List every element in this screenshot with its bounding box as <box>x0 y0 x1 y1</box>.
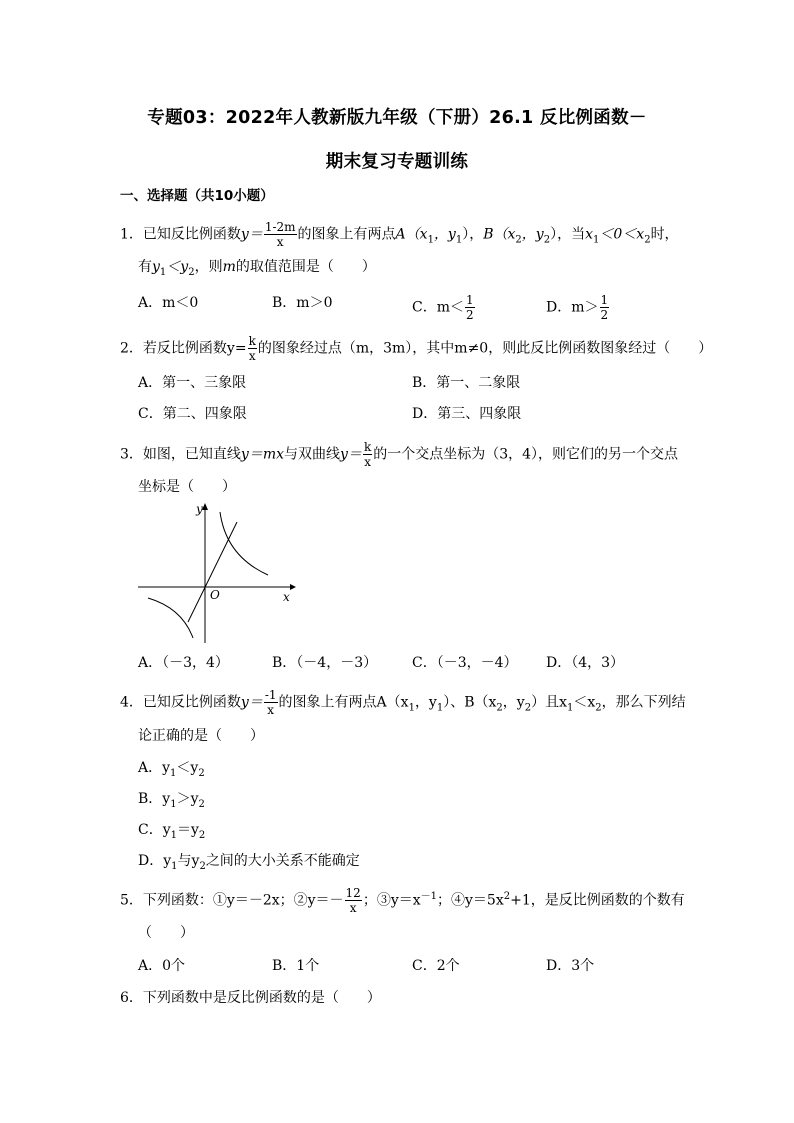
question-3-line2: 坐标是（ ） <box>138 479 236 495</box>
question-1-line2: 有$y_1<y_2$，则m的取值范围是（ ） <box>138 259 376 278</box>
fraction: $\frac{12}{x}$ <box>345 886 361 915</box>
q3-option-b: B．（－4，－3） <box>272 655 378 671</box>
q4-option-c: C．$y_1=y_2$ <box>138 822 206 841</box>
q5-option-a: A．0个 <box>138 958 186 974</box>
q1-option-b: B．m＞0 <box>272 295 333 311</box>
q2-option-c: C．第二、四象限 <box>138 406 247 422</box>
q2-option-b: B．第一、二象限 <box>412 375 521 391</box>
question-4-line1: 4．已知反比例函数y＝ $\frac{-1}{x}$ 的图象上有两点$A(x_1$，$y_1$）、$B(x_2$，$y_2$）且$x_1<x_2$，那么下列结 <box>120 688 686 717</box>
question-3-line1: 3．如图，已知直线y＝mx与双曲线y＝ $\frac{k}{x}$ 的一个交点坐标为（3，4），则它们的另一个交点 <box>120 440 679 469</box>
q4-option-b: B．$y_1>y_2$ <box>138 791 205 810</box>
q1-option-d: D．m＞ $\frac{1}{2}$ <box>546 293 609 322</box>
q3-option-a: A．（－3，4） <box>138 655 229 671</box>
question-5-line2: （ ） <box>138 925 194 941</box>
x-axis-label: x <box>283 590 290 604</box>
fraction: $\frac{k}{x}$ <box>363 440 372 469</box>
x-axis-arrow <box>290 584 296 590</box>
section-heading: 一、选择题（共10小题） <box>120 188 274 204</box>
q4-option-a: A．$y_1<y_2$ <box>138 760 205 779</box>
q1-option-c: C．m＜ $\frac{1}{2}$ <box>412 293 474 322</box>
question-4-line2: 论正确的是（ ） <box>138 728 264 744</box>
q3-option-d: D．（4，3） <box>546 655 625 671</box>
q3-option-c: C．（－3，－4） <box>412 655 518 671</box>
question-2-line1: 2．若反比例函数y= $\frac{k}{x}$ 的图象经过点（m，3m），其中m≠0，则此反比例函数图象经过（ ） <box>120 334 713 363</box>
line-y-mx <box>188 522 237 622</box>
document-title-line1: 专题03：2022年人教新版九年级（下册）26.1 反比例函数－ <box>147 108 647 128</box>
y-axis-label: y <box>196 502 203 516</box>
q5-option-c: C．2个 <box>412 958 460 974</box>
hyperbola-branch-third-quadrant <box>148 598 193 638</box>
y-axis-arrow <box>202 503 208 510</box>
q5-option-d: D．3个 <box>546 958 595 974</box>
q2-option-a: A．第一、三象限 <box>138 375 247 391</box>
question-6-line1: 6．下列函数中是反比例函数的是（ ） <box>120 990 381 1006</box>
graph-figure <box>130 498 300 648</box>
fraction: $\frac{k}{x}$ <box>248 334 256 363</box>
q5-option-b: B．1个 <box>272 958 320 974</box>
q1-option-a: A．m＜0 <box>138 295 199 311</box>
fraction: $\frac{-1}{x}$ <box>264 688 277 717</box>
question-5-line1: 5．下列函数：①y＝－2x；②y＝－ $\frac{12}{x}$ ；$③y=x^{-1}$；$④y=5x^2+1$，是反比例函数的个数有 <box>120 886 685 915</box>
q2-option-d: D．第三、四象限 <box>412 406 522 422</box>
question-1-line1: 1．已知反比例函数y＝ $\frac{1-2m}{x}$ 的图象上有两点$A(x_1$，$y_1$），$B(x_2$，$y_2$），当$x_1<0<x_2$时， <box>120 220 679 249</box>
q4-option-d: D．$y_1$与$y_2$之间的大小关系不能确定 <box>138 853 360 872</box>
document-title-line2: 期末复习专题训练 <box>325 152 469 172</box>
hyperbola-branch-first-quadrant <box>220 512 268 575</box>
fraction: $\frac{1-2m}{x}$ <box>264 220 296 249</box>
origin-label: O <box>210 588 220 602</box>
